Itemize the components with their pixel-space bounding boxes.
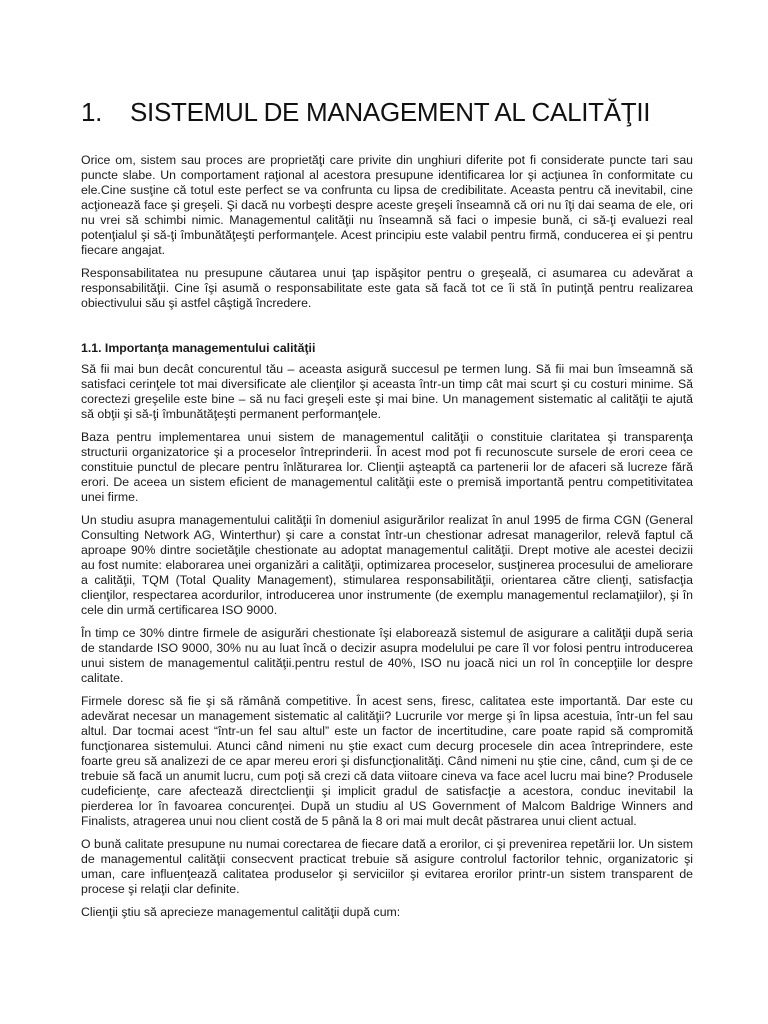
section-paragraph-5: Firmele doresc să fie şi să rămână competitive. În acest sens, firesc, calitatea este importantă. Dar este cu adevărat necesar un management sistematic al calităţii? Lucrurile vor merge şi în lipsa acestuia, într-un fel sau altul. Dar tocmai acest “într-un fel sau altul” este un factor de incertitudine, care poate rapid să compromită funcţionarea sistemului. Atunci când nimeni nu ştie exact cum decurg procesele din acea întreprindere, este foarte greu să analizezi de ce apar mereu erori şi disfuncţionalităţi. Când nimeni nu ştie cine, când, cum şi de ce trebuie să facă un anumit lucru, cum poţi să crezi că data viitoare cineva va face acel lucru mai bine? Produsele cudeficienţe, care afectează directclienţii şi implicit gradul de satisfacţie a acestora, conduc inevitabil la pierderea lor în favoarea concurenţei. După un studiu al US Government of Malcom Baldrige Winners and Finalists, atragerea unui nou client costă de 5 până la 8 ori mai mult decât păstrarea unui client actual. [81,694,693,828]
section-paragraph-6: O bună calitate presupune nu numai corectarea de fiecare dată a erorilor, ci şi prevenirea repetării lor. Un sistem de managementul calităţii consecvent practicat trebuie să asigure controlul factorilor tehnic, organizatoric şi uman, care influenţează calitatea produselor şi serviciilor şi evitarea erorilor printr-un sistem transparent de procese şi relaţii clar definite. [81,837,693,896]
section-paragraph-7: Clienţii ştiu să aprecieze managementul calităţii după cum: [81,905,401,919]
chapter-title-text: SISTEMUL DE MANAGEMENT AL CALITĂŢII [130,97,651,127]
chapter-title [81,96,721,128]
section-paragraph-4: În timp ce 30% dintre firmele de asigurări chestionate îşi elaborează sistemul de asigurare a calităţii după seria de standarde ISO 9000, 30% nu au luat încă o decizir asupra modelului pe care îl vor folosi pentru introducerea unui sistem de managementul calităţii.pentru restul de 40%, ISO nu joacă nici un rol în concepţiile lor despre calitate. [81,626,693,685]
document-body [81,153,693,928]
intro-paragraph-2: Responsabilitatea nu presupune căutarea unui ţap ispăşitor pentru o greşeală, ci asumarea cu adevărat a responsabilităţii. Cine îşi asumă o responsabilitate este gata să facă tot ce îi stă în putinţă pentru realizarea obiectivului său şi astfel câştigă încredere. [81,266,693,310]
intro-paragraph-1: Orice om, sistem sau proces are proprietăţi care privite din unghiuri diferite pot fi considerate puncte tari sau puncte slabe. Un comportament raţional al acestora presupune identificarea lor şi acţiunea în conformitate cu ele.Cine susţine că totul este perfect se va confrunta cu lipsa de credibilitate. Aceasta pentru că inevitabil, cine acţionează face şi greşeli. Şi dacă nu vorbeşti despre aceste greşeli înseamnă că ori nu îţi dai seama de ele, ori nu vrei să schimbi nimic. Managementul calităţii nu înseamnă să faci o impesie bună, ci să-ţi evaluezi real potenţialul şi să-ţi îmbunătăţeşti performanţele. Acest principiu este valabil pentru firmă, conducerea ei şi pentru fiecare angajat. [81,153,693,257]
chapter-number: 1. [81,97,103,127]
section-paragraph-1: Să fii mai bun decât concurentul tău – aceasta asigură succesul pe termen lung. Să fii mai bun îmseamnă să satisfaci cerinţele tot mai diversificate ale clienţilor şi aceasta într-un timp cât mai scurt şi cu costuri minime. Să corectezi greşelile este bine – să nu faci greşeli este şi mai bine. Un management sistematic al calităţii te ajută să obţii şi să-ţi îmbunătăţeşti permanent performanţele. [81,362,693,421]
section-paragraph-3: Un studiu asupra managementului calităţii în domeniul asigurărilor realizat în anul 1995 de firma CGN (General Consulting Network AG, Winterthur) şi care a constat într-un chestionar adresat managerilor, relevă faptul că aproape 90% dintre societăţile chestionate au adoptat managementul calităţii. Drept motive ale acestei decizii au fost numite: elaborarea unei organizări a calităţii, optimizarea proceselor, susţinerea procesului de ameliorare a calităţii, TQM (Total Quality Management), stimularea responsabilităţii, orientarea către clienţi, satisfacţia clienţilor, respectarea acordurilor, introducerea unor instrumente (de exemplu managementul reclamaţiilor), şi în cele din urmă certificarea ISO 9000. [81,513,693,617]
section-paragraph-2: Baza pentru implementarea unui sistem de managementul calităţii o constituie claritatea şi transparenţa structurii organizatorice şi a proceselor întreprinderii. În acest mod pot fi recunoscute sursele de erori ceea ce constituie punctul de plecare pentru înlăturarea lor. Clienţii aşteaptă ca partenerii lor de afaceri să lucreze fără erori. De aceea un sistem eficient de managementul calităţii este o premisă importantă pentru competitivitatea unei firme. [81,430,693,504]
section-heading: 1.1. Importanţa managementului calităţii [81,341,316,355]
